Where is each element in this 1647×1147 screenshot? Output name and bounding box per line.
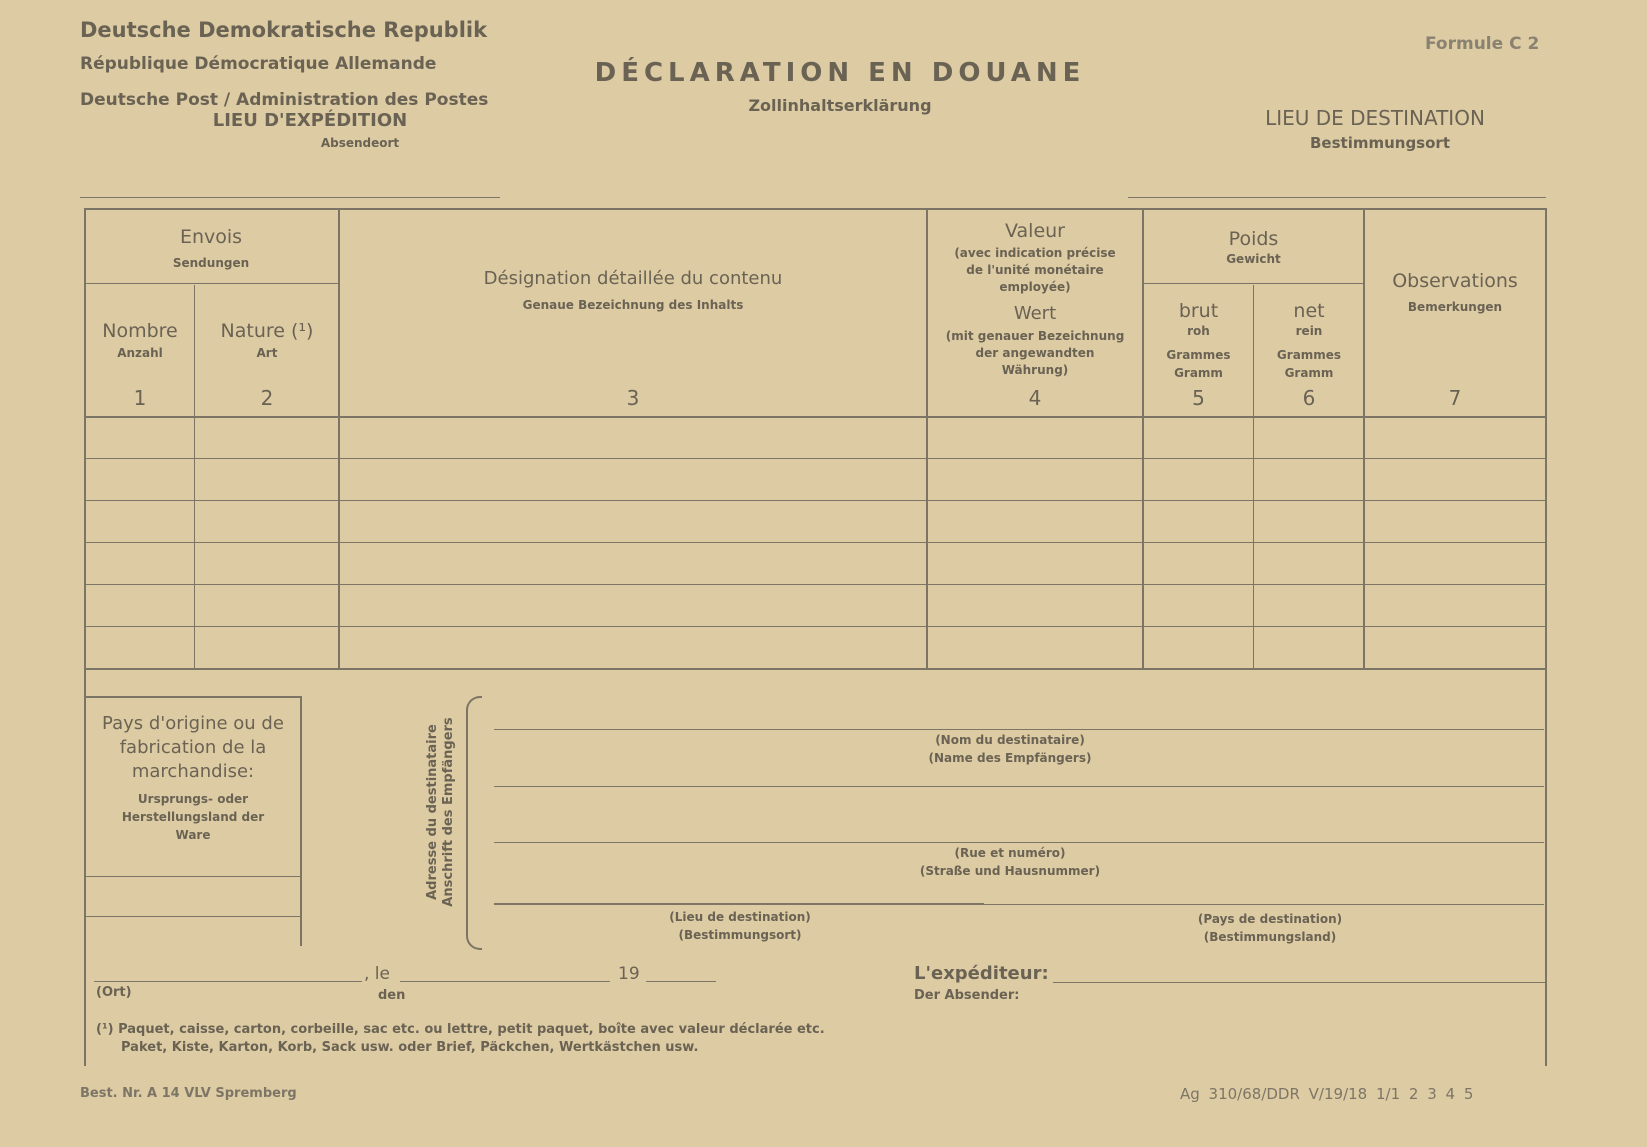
origin-box-right [300,696,302,946]
col6-label-de: rein [1295,324,1323,338]
order-number: Best. Nr. A 14 VLV Spremberg [80,1086,297,1101]
recipient-name-line[interactable] [494,729,1544,730]
recipient-name-label-de: (Name des Empfängers) [928,751,1092,765]
origin-place-label-fr: LIEU D'EXPÉDITION [212,110,408,131]
table-bottom-border [84,668,1546,670]
frame-right-border [1545,208,1547,1066]
postal-admin: Deutsche Post / Administration des Postes [80,90,489,110]
origin-place-label-de: Absendeort [320,136,400,150]
col3-number: 3 [626,386,640,410]
col7-label-de: Bemerkungen [1407,300,1503,314]
col6-label-fr: net [1293,300,1325,322]
footnote-de: Paket, Kiste, Karton, Korb, Sack usw. oder Brief, Päckchen, Wertkästchen usw. [121,1040,699,1055]
year-prefix: 19 [618,964,640,984]
frame-top-border [84,208,1546,210]
address-brace [466,696,482,950]
dest-country-field-line[interactable] [984,904,1544,905]
origin-place-line[interactable] [80,197,500,198]
col5-label-de: roh [1187,324,1210,338]
col4-label-fr: Valeur [1005,220,1065,242]
col2-label-fr: Nature (¹) [220,320,314,342]
dest-country-label-de: (Bestimmungsland) [1203,930,1337,944]
street-line[interactable] [494,842,1544,843]
print-code: Ag 310/68/DDR V/19/18 1/1 2 3 4 5 [1180,1085,1474,1103]
col5-unit-de: Gramm [1174,366,1223,380]
col5-unit-fr: Grammes [1166,348,1231,362]
col4-number: 4 [1028,386,1042,410]
col3-label-fr: Désignation détaillée du contenu [483,268,783,289]
origin-box-label-de: Ursprungs- oder Herstellungsland der Ware [121,792,265,842]
year-line[interactable] [646,981,716,982]
dest-place-line[interactable] [1128,197,1546,198]
col2-label-de: Art [256,346,278,360]
col1-label-de: Anzahl [117,346,163,360]
date-den-label: den [378,988,406,1003]
col7-label-fr: Observations [1392,270,1518,292]
envois-sub-divider [84,283,338,284]
address-side-label-fr: Adresse du destinataire [425,724,440,900]
col-divider-5 [1253,285,1254,668]
header-bottom-border [84,416,1546,418]
poids-label-de: Gewicht [1226,252,1281,266]
form-code: Formule C 2 [1425,34,1540,54]
poids-label-fr: Poids [1228,228,1279,250]
poids-sub-divider [1142,283,1363,284]
country-name-fr: République Démocratique Allemande [80,54,437,74]
col1-label-fr: Nombre [102,320,178,342]
dest-place-label-fr: LIEU DE DESTINATION [1265,106,1485,130]
address-side-label-de: Anschrift des Empfängers [441,717,456,907]
recipient-name-line-2[interactable] [494,786,1544,787]
origin-box-top [84,696,302,698]
col4-sub-de: (mit genauer Bezeichnung der angewandten Währung) [945,329,1125,377]
origin-box-label-fr: Pays d'origine ou de fabrication de la marchandise: [102,713,284,782]
col4-label-de: Wert [1013,303,1057,324]
form-title-fr: DÉCLARATION EN DOUANE [594,58,1086,88]
envois-label-fr: Envois [179,226,243,248]
col6-number: 6 [1302,386,1316,410]
table-row[interactable] [84,458,1546,459]
col7-number: 7 [1448,386,1462,410]
street-label-de: (Straße und Hausnummer) [919,864,1101,878]
col5-label-fr: brut [1178,300,1219,322]
sender-label-de: Der Absender: [914,988,1020,1003]
table-row[interactable] [84,500,1546,501]
recipient-name-label-fr: (Nom du destinataire) [935,733,1085,747]
date-le-label: , le [364,964,390,984]
col-divider-4 [1142,208,1144,668]
col2-number: 2 [260,386,274,410]
col4-sub-fr: (avec indication précise de l'unité monétaire employée) [954,246,1116,294]
col-divider-3 [926,208,928,668]
table-row[interactable] [84,584,1546,585]
table-row[interactable] [84,626,1546,627]
street-label-fr: (Rue et numéro) [954,846,1066,860]
col5-number: 5 [1192,386,1205,410]
col3-label-de: Genaue Bezeichnung des Inhalts [522,298,744,312]
footnote-fr: (¹) Paquet, caisse, carton, corbeille, sac etc. ou lettre, petit paquet, boîte avec valeur déclarée etc. [96,1022,825,1037]
dest-place-label-fr: (Lieu de destination) [669,910,811,924]
sender-signature-line[interactable] [1053,982,1545,983]
form-title-de: Zollinhaltserklärung [748,96,932,115]
dest-place-label-de: Bestimmungsort [1309,134,1450,152]
envois-label-de: Sendungen [172,256,250,270]
sender-label-fr: L'expéditeur: [914,963,1049,984]
place-label: (Ort) [96,985,132,1000]
col6-unit-de: Gramm [1284,366,1334,380]
origin-country-line[interactable] [84,916,300,917]
dest-place-label-de-small: (Bestimmungsort) [678,928,802,942]
country-name-de: Deutsche Demokratische Republik [80,18,488,42]
col6-unit-fr: Grammes [1276,348,1342,362]
date-line[interactable] [400,981,610,982]
dest-place-field-line[interactable] [494,903,984,905]
dest-country-label-fr: (Pays de destination) [1197,912,1343,926]
col-divider-1 [194,285,195,668]
table-row[interactable] [84,542,1546,543]
origin-country-line[interactable] [84,876,300,877]
place-line[interactable] [94,981,362,982]
col1-number: 1 [133,386,147,410]
